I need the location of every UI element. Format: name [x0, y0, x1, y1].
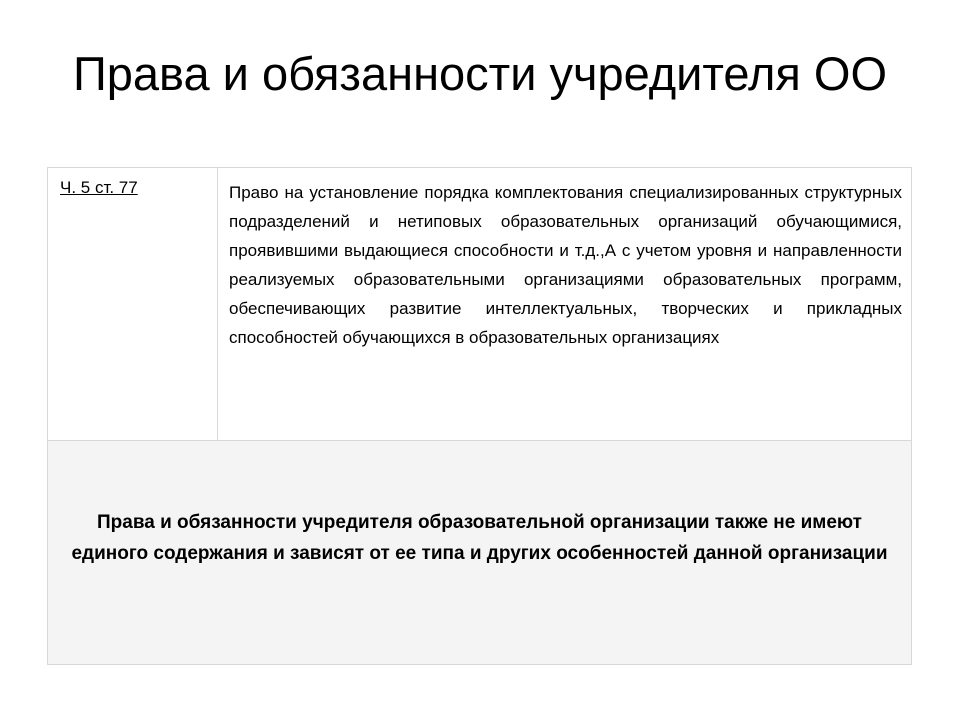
slide-title: Права и обязанности учредителя ОО: [72, 47, 888, 100]
right-description: Право на установление порядка комплектования специализированных структурных подразделений и нетиповых образовательных организаций обучающимися, проявившими выдающиеся способности и т.д.,А с учетом уровня и направленности реализуемых образовательными организациями образовательных программ, обеспечивающих развитие интеллектуальных, творческих и прикладных способностей обучающихся в образовательных организациях: [229, 183, 902, 347]
reference-cell: [48, 168, 218, 440]
summary-text: Права и обязанности учредителя образовательной организации также не имеют единого содержания и зависят от ее типа и других особенностей данной организации: [71, 512, 888, 564]
table-row: [48, 168, 911, 441]
content-table: [47, 167, 912, 665]
article-reference: Ч. 5 ст. 77: [60, 178, 138, 197]
table-row: [48, 441, 911, 664]
